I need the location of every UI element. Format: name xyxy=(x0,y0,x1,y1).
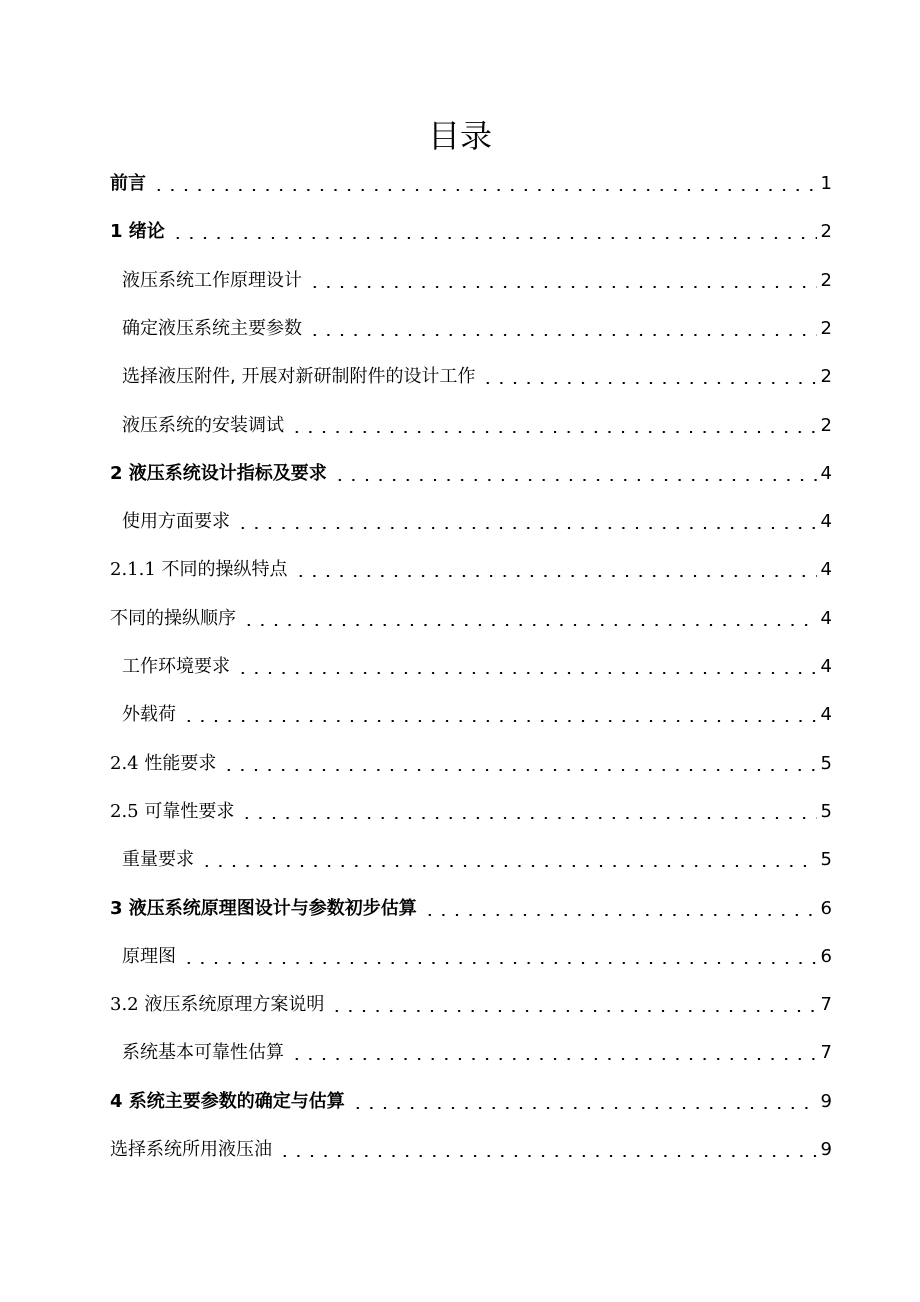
toc-dot-leader xyxy=(234,527,817,529)
toc-page-number: 7 xyxy=(820,1042,832,1064)
toc-entry-title: 2.1.1 不同的操纵特点 xyxy=(110,559,288,581)
toc-entry[interactable] xyxy=(122,361,832,393)
toc-page-number: 2 xyxy=(820,317,832,339)
toc-entry[interactable] xyxy=(110,989,832,1021)
toc-page-number: 4 xyxy=(820,462,832,484)
toc-page-number: 4 xyxy=(820,704,832,726)
toc-entry[interactable] xyxy=(110,554,832,586)
toc-dot-leader xyxy=(292,575,817,577)
toc-entry[interactable] xyxy=(122,699,832,731)
toc-entry[interactable] xyxy=(110,796,832,828)
toc-page-number: 9 xyxy=(820,1139,832,1160)
toc-dot-leader xyxy=(240,624,817,626)
toc-entry-title: 确定液压系统主要参数 xyxy=(122,317,302,339)
toc-entry-title: 系统基本可靠性估算 xyxy=(122,1042,284,1064)
toc-entry-title: 使用方面要求 xyxy=(122,511,230,533)
toc-entry-title: 液压系统工作原理设计 xyxy=(122,269,302,291)
toc-entry-title: 4 系统主要参数的确定与估算 xyxy=(110,1090,345,1112)
toc-dot-leader xyxy=(331,479,817,481)
toc-page-number: 7 xyxy=(820,994,832,1016)
toc-page-number: 4 xyxy=(820,511,832,533)
toc-entry[interactable] xyxy=(110,1086,832,1118)
toc-page-number: 1 xyxy=(820,173,832,194)
toc-page-number: 4 xyxy=(820,559,832,581)
toc-page-number: 4 xyxy=(820,607,832,629)
toc-dot-leader xyxy=(276,1155,817,1157)
toc-entry[interactable] xyxy=(122,506,832,538)
toc-dot-leader xyxy=(150,189,817,191)
toc-entry[interactable] xyxy=(110,168,832,200)
toc-dot-leader xyxy=(234,672,817,674)
toc-entry[interactable] xyxy=(122,410,832,442)
toc-entry-title: 重量要求 xyxy=(122,849,194,871)
toc-entry[interactable] xyxy=(110,748,832,780)
toc-dot-leader xyxy=(349,1107,817,1109)
toc-title: 目录 xyxy=(427,117,492,155)
toc-entry-title: 前言 xyxy=(110,173,146,194)
toc-page-number: 4 xyxy=(820,656,832,677)
toc-entry-title: 原理图 xyxy=(122,945,176,967)
toc-entry[interactable] xyxy=(122,844,832,876)
toc-dot-leader xyxy=(180,962,817,964)
toc-page-number: 5 xyxy=(820,752,832,774)
toc-dot-leader xyxy=(421,914,817,916)
toc-dot-leader xyxy=(479,382,816,384)
toc-dot-leader xyxy=(288,431,817,433)
toc-dot-leader xyxy=(238,817,816,819)
toc-page-number: 5 xyxy=(820,849,832,871)
toc-entry-title: 工作环境要求 xyxy=(122,656,230,677)
toc-entry[interactable] xyxy=(110,1134,832,1166)
toc-entry-title: 2 液压系统设计指标及要求 xyxy=(110,462,327,484)
toc-page-number: 2 xyxy=(820,414,832,436)
toc-entry-title: 液压系统的安装调试 xyxy=(122,414,284,436)
toc-page-number: 2 xyxy=(820,221,832,243)
toc-entry-title: 外载荷 xyxy=(122,704,176,726)
toc-dot-leader xyxy=(288,1058,817,1060)
toc-entry[interactable] xyxy=(110,216,832,248)
toc-dot-leader xyxy=(169,237,817,239)
toc-page-number: 2 xyxy=(820,269,832,291)
toc-entry[interactable] xyxy=(122,313,832,345)
toc-entry[interactable] xyxy=(110,458,832,490)
toc-entry-title: 2.5 可靠性要求 xyxy=(110,800,235,822)
toc-page-number: 2 xyxy=(820,366,832,388)
toc-entry[interactable] xyxy=(122,1037,832,1069)
toc-entry[interactable] xyxy=(122,941,832,973)
toc-page-number: 9 xyxy=(820,1090,832,1112)
toc-dot-leader xyxy=(306,286,817,288)
toc-entry-title: 3 液压系统原理图设计与参数初步估算 xyxy=(110,897,417,919)
toc-entry-title: 1 绪论 xyxy=(110,221,165,243)
toc-dot-leader xyxy=(180,720,817,722)
toc-entry[interactable] xyxy=(122,265,832,297)
toc-page-number: 5 xyxy=(820,800,832,822)
toc-entry[interactable] xyxy=(110,603,832,635)
toc-page-number: 6 xyxy=(820,945,832,967)
toc-entry-title: 2.4 性能要求 xyxy=(110,752,217,774)
toc-entry-title: 不同的操纵顺序 xyxy=(110,607,236,629)
toc-entry-title: 选择液压附件, 开展对新研制附件的设计工作 xyxy=(122,366,476,388)
toc-entry-title: 3.2 液压系统原理方案说明 xyxy=(110,994,325,1016)
toc-dot-leader xyxy=(198,865,817,867)
toc-entry[interactable] xyxy=(122,651,832,683)
toc-entry[interactable] xyxy=(110,893,832,925)
toc-dot-leader xyxy=(328,1010,816,1012)
toc-page-number: 6 xyxy=(820,897,832,919)
toc-dot-leader xyxy=(306,334,817,336)
toc-dot-leader xyxy=(220,769,816,771)
toc-entry-title: 选择系统所用液压油 xyxy=(110,1139,272,1160)
